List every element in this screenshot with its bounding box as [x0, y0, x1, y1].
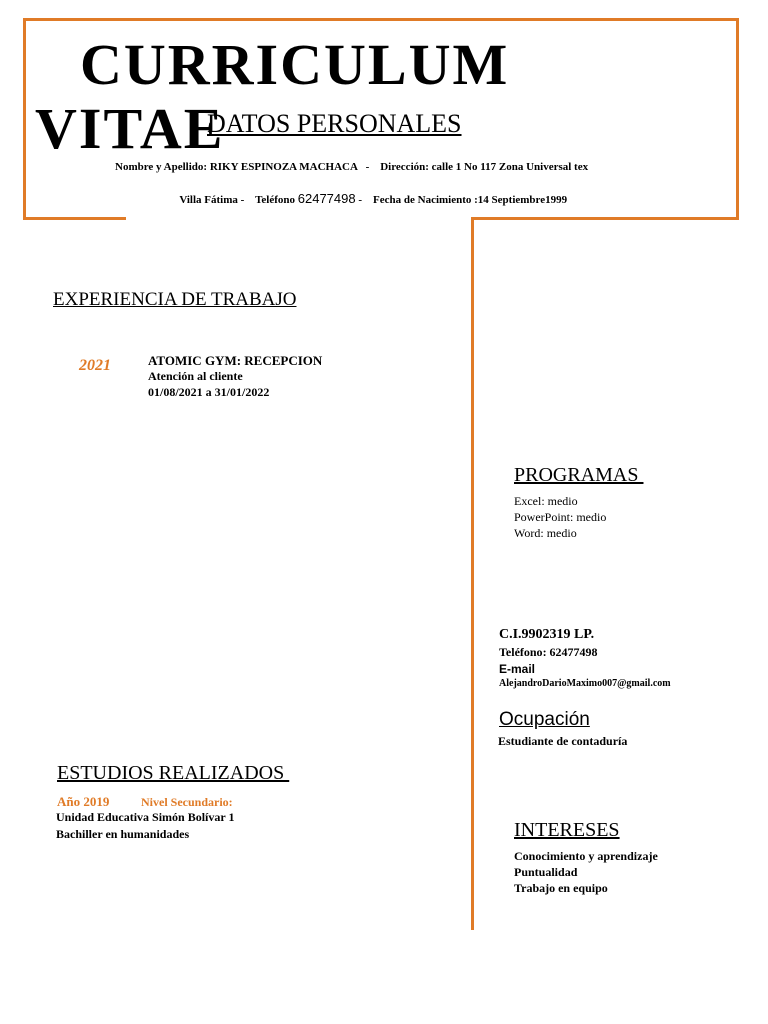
program-item-excel: Excel: medio	[514, 494, 578, 508]
interest-item-punctuality: Puntualidad	[514, 865, 578, 879]
email-value: AlejandroDarioMaximo007@gmail.com	[499, 678, 671, 689]
studies-heading: ESTUDIOS REALIZADOS	[57, 762, 290, 784]
frame-bottom-right-line	[471, 217, 739, 220]
studies-level: Nivel Secundario:	[141, 795, 233, 809]
personal-info-line2	[174, 175, 567, 208]
frame-left-line	[23, 18, 26, 220]
program-item-word: Word: medio	[514, 526, 577, 540]
experience-duty: Atención al cliente	[148, 369, 243, 383]
personal-info-line1: Nombre y Apellido: RIKY ESPINOZA MACHACA - Dirección: calle 1 No 117 Zona Universal tex	[115, 161, 589, 173]
contact-phone	[499, 644, 598, 660]
frame-top-line	[23, 18, 739, 21]
info-line2-start: Villa Fátima - Teléfono	[179, 194, 298, 206]
studies-year: Año 2019	[57, 794, 110, 809]
datos-personales-heading: DATOS PERSONALES	[207, 109, 462, 138]
experience-heading: EXPERIENCIA DE TRABAJO	[53, 289, 297, 310]
programs-heading: PROGRAMAS	[514, 464, 644, 486]
phone-value: : 62477498	[542, 645, 598, 659]
studies-school: Unidad Educativa Simón Bolívar 1	[56, 810, 235, 824]
info-line2-end: - Fecha de Nacimiento :14 Septiembre1999	[355, 194, 568, 206]
occupation-value: Estudiante de contaduría	[498, 734, 628, 748]
divider-vertical-line	[471, 217, 474, 930]
cv-title-line2: VITAE	[35, 96, 225, 161]
info-phone: 62477498	[297, 191, 356, 206]
email-label: E-mail	[499, 662, 536, 676]
experience-position: ATOMIC GYM: RECEPCION	[148, 353, 323, 368]
interest-item-learning: Conocimiento y aprendizaje	[514, 849, 658, 863]
experience-period: 01/08/2021 a 31/01/2022	[148, 385, 270, 399]
occupation-heading: Ocupación	[499, 709, 590, 730]
interests-heading: INTERESES	[514, 819, 620, 841]
experience-year: 2021	[79, 357, 111, 374]
studies-degree: Bachiller en humanidades	[56, 827, 190, 841]
program-item-powerpoint: PowerPoint: medio	[514, 510, 607, 524]
cv-title-line1: CURRICULUM	[80, 32, 510, 97]
frame-right-line	[736, 18, 739, 220]
frame-bottom-left-line	[23, 217, 126, 220]
interest-item-teamwork: Trabajo en equipo	[514, 881, 608, 895]
phone-label: Teléfono	[499, 645, 543, 659]
ci-number: C.I.9902319 LP.	[499, 627, 595, 642]
